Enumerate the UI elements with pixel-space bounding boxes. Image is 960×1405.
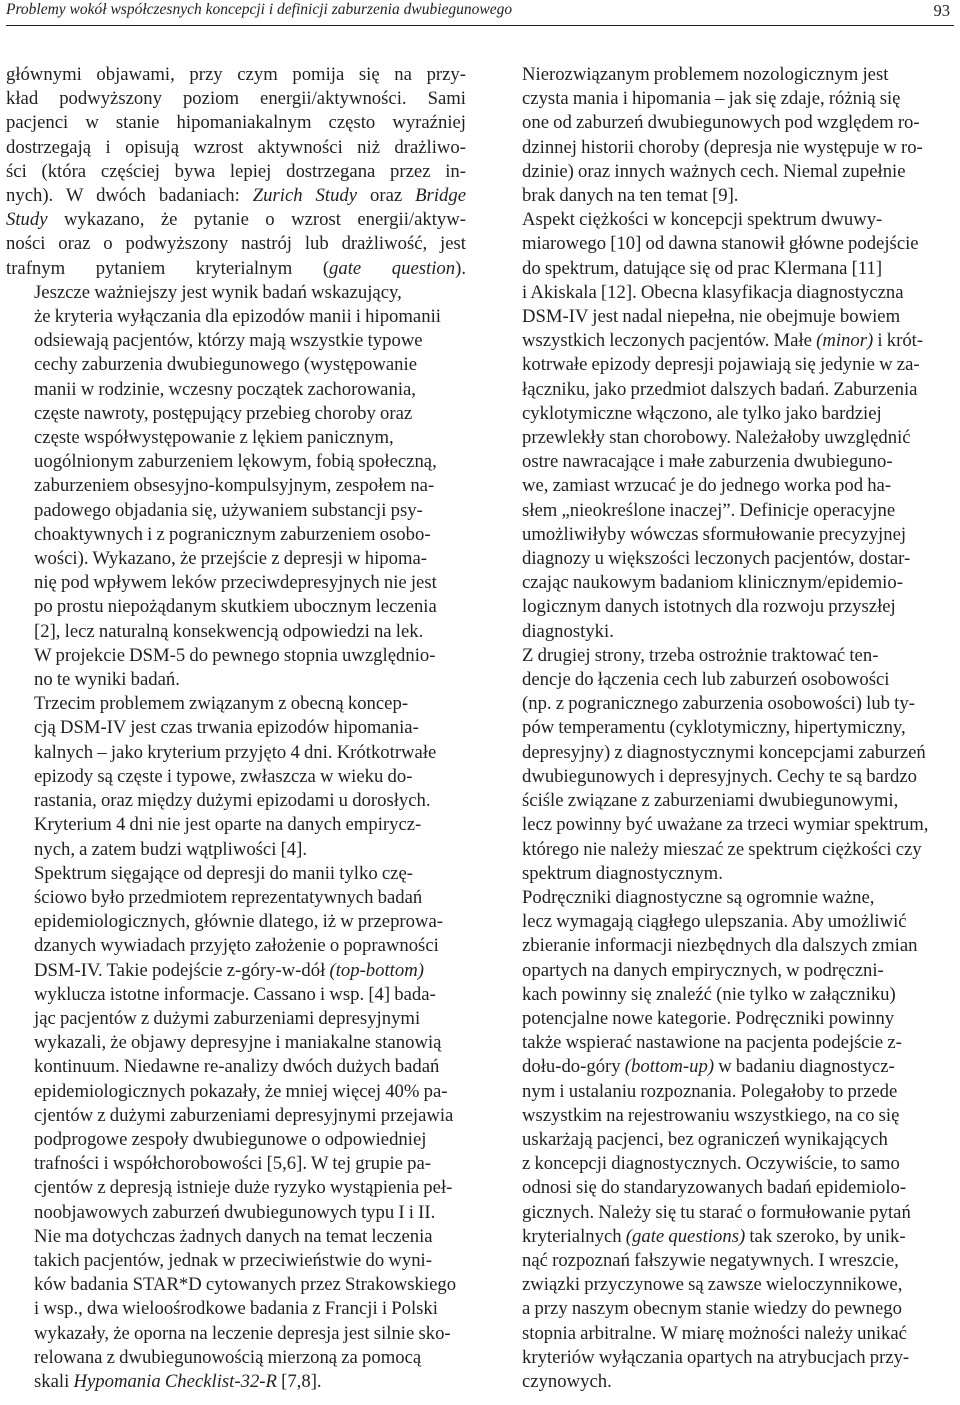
text-line: cją DSM-IV jest czas trwania epizodów hipomania- <box>34 717 419 739</box>
term: (top-bottom) <box>329 959 424 981</box>
text-run: i krót- <box>873 330 924 352</box>
text-line: uogólnionym zaburzeniem lękowym, fobią społeczną, <box>34 451 437 473</box>
text-line: ostre nawracające i małe zaburzenia dwubieguno- <box>522 451 893 473</box>
study-name: Zurich Study <box>252 185 358 207</box>
text-line: głównymi objawami, przy czym pomija się na przy- <box>6 64 466 85</box>
running-header <box>6 0 954 26</box>
text-line: depresyjny) z diagnostycznymi koncepcjami zaburzeń <box>522 741 926 763</box>
text-line: diagnostyki. <box>522 620 614 642</box>
term: (bottom-up) <box>624 1056 715 1078</box>
text-line: cyklotymiczne włączono, ale tylko jako bardziej <box>522 402 882 424</box>
text-line: Nie ma dotychczas żadnych danych na temat leczenia <box>34 1225 433 1247</box>
paragraph <box>6 862 466 1394</box>
text-line: dzinie) oraz innych ważnych cech. Niemal zupełnie <box>522 160 906 182</box>
text-line: częste nawroty, postępujący przebieg choroby oraz <box>34 402 413 424</box>
text-line: nąć rozpoznań fałszywie negatywnych. I wreszcie, <box>522 1249 899 1271</box>
text-line: dwubiegunowych i depresyjnych. Cechy te są bardzo <box>522 765 918 787</box>
text-line: rastania, oraz między dużymi epizodami u dorosłych. <box>34 790 431 812</box>
paragraph <box>494 208 954 644</box>
text-line: wości). Wykazano, że przejście z depresji w hipoma- <box>34 548 428 570</box>
text-line <box>6 959 466 983</box>
text-line: zaburzeniem obsesyjno-kompulsyjnym, zespołem na- <box>34 475 435 497</box>
text-line <box>6 257 466 281</box>
text-line: nym i ustalaniu rozpoznania. Polegałoby to przede <box>522 1080 898 1102</box>
text-line: a przy naszym obecnym stanie wiedzy do pewnego <box>522 1298 902 1320</box>
text-line: że kryteria wyłączania dla epizodów manii i hipomanii <box>34 306 441 328</box>
text-line: łączniku, jako przedmiot dalszych badań. Zaburzenia <box>522 378 918 400</box>
text-line: Z drugiej strony, trzeba ostrożnie traktować ten- <box>522 644 879 666</box>
text-line: miarowego [10] od dawna stanowił główne podejście <box>522 233 919 255</box>
text-line: także wspierać nastawione na pacjenta podejście z- <box>522 1032 902 1054</box>
study-name: Bridge <box>415 185 466 207</box>
running-header-title: Problemy wokół współczesnych koncepcji i definicji zaburzenia dwubiegunowego <box>6 1 513 18</box>
text-line: ści (która częściej bywa lepiej dostrzegana przez in- <box>6 160 466 182</box>
term: gate question <box>329 257 456 279</box>
text-line: dzanych wywiadach przyjęto założenie o poprawności <box>34 935 439 957</box>
paragraph <box>494 63 954 208</box>
text-line: lecz powinny być uważane za trzeci wymiar spektrum, <box>522 814 929 836</box>
text-line: kontinuum. Niedawne re-analizy dwóch dużych badań <box>34 1056 440 1078</box>
paragraph <box>6 281 466 692</box>
text-line: którego nie należy mieszać ze spektrum ciężkości czy <box>522 838 922 860</box>
text-line: jąc pacjentów z dużymi zaburzeniami depresyjnymi <box>34 1007 421 1029</box>
text-line: odsiewają pacjentów, którzy mają wszystkie typowe <box>34 330 423 352</box>
study-name: Study <box>6 209 48 231</box>
text-run: nych). W dwóch badaniach: <box>6 185 253 207</box>
text-line: z koncepcji diagnostycznych. Oczywiście, to samo <box>522 1153 900 1175</box>
text-line: noobjawowych zaburzeń dwubiegunowych typu I i II. <box>34 1201 436 1223</box>
text-line: no te wyniki badań. <box>34 669 180 691</box>
text-run: tak szeroko, by unik- <box>745 1225 906 1247</box>
text-line: epizody są częste i typowe, zwłaszcza w wieku do- <box>34 765 413 787</box>
text-line: ściowo było przedmiotem reprezentatywnych badań <box>34 886 423 908</box>
text-line: cechy zaburzenia dwubiegunowego (występowanie <box>34 354 417 376</box>
text-line: dzinnej historii choroby (depresja nie występuje w ro- <box>522 136 923 158</box>
text-line: kryteriów wyłączania opartych na atrybucjach przy- <box>522 1346 910 1368</box>
text-line: ków badania STAR*D cytowanych przez Strakowskiego <box>34 1274 457 1296</box>
text-line: Jeszcze ważniejszy jest wynik badań wskazujący, <box>34 281 402 303</box>
text-line: Trzecim problemem związanym z obecną koncep- <box>34 693 409 715</box>
text-line: wykazały, że oporna na leczenie depresja jest silnie sko- <box>34 1322 451 1344</box>
text-line: brak danych na ten temat [9]. <box>522 185 739 207</box>
text-line: diagnozy u większości leczonych pacjentów, dostar- <box>522 548 911 570</box>
text-line: czając naukowym badaniom klinicznym/epidemio- <box>522 572 903 594</box>
text-line: gicznych. Należy się tu starać o formułowanie pytań <box>522 1201 911 1223</box>
paragraph <box>494 644 954 886</box>
text-line: we, zamiast wrzucać je do jednego worka pod ha- <box>522 475 892 497</box>
text-run: trafnym pytaniem kryterialnym ( <box>6 257 330 279</box>
text-line: kład podwyższony poziom energii/aktywności. Sami <box>6 88 466 110</box>
text-line: zbieranie informacji niezbędnych dla dalszych zmian <box>522 935 918 957</box>
text-line: kotrwałe epizody depresji pojawiają się jedynie w za- <box>522 354 920 376</box>
scale-name: Hypomania Checklist-32-R <box>73 1370 277 1392</box>
text-line: ności oraz o podwyższony nastrój lub drażliwość, jest <box>6 233 466 255</box>
text-line: umożliwiłyby wówczas sformułowanie precyzyjnej <box>522 523 907 545</box>
paragraph <box>6 63 466 281</box>
text-line: stopnia arbitralne. W miarę możności należy unikać <box>522 1322 907 1344</box>
text-line: czysta mania i hipomania – jak się zdaje, różnią się <box>522 88 901 110</box>
text-line: i Akiskala [12]. Obecna klasyfikacja diagnostyczna <box>522 281 904 303</box>
text-line: po prostu niepożądanym skutkiem ubocznym leczenia <box>34 596 437 618</box>
text-line: relowana z dwubiegunowością mierzoną za pomocą <box>34 1346 422 1368</box>
page-number: 93 <box>933 1 950 20</box>
text-line: one od zaburzeń dwubiegunowych pod względem ro- <box>522 112 920 134</box>
text-line: podprogowe zespoły dwubiegunowe o odpowiedniej <box>34 1128 427 1150</box>
text-run: wszystkich leczonych pacjentów. Małe <box>522 330 817 352</box>
text-line: Kryterium 4 dni nie jest oparte na danych empirycz- <box>34 814 422 836</box>
text-line: epidemiologicznych pokazały, że mniej więcej 40% pa- <box>34 1080 448 1102</box>
text-line: potencjalne nowe kategorie. Podręczniki powinny <box>522 1007 895 1029</box>
right-column <box>494 63 954 1394</box>
text-line: ściśle związane z zaburzeniami dwubiegunowymi, <box>522 790 899 812</box>
header-rule <box>6 25 954 26</box>
text-line: lecz wymagają ciągłego ulepszania. Aby umożliwić <box>522 911 907 933</box>
text-line: wykazali, że objawy depresyjne i maniakalne stanowią <box>34 1032 442 1054</box>
text-run: oraz <box>357 185 416 207</box>
text-line: odnosi się do standaryzowanych badań epidemiolo- <box>522 1177 907 1199</box>
text-run: w badaniu diagnostycz- <box>714 1056 895 1078</box>
text-line: manii w rodzinie, wczesny początek zachorowania, <box>34 378 416 400</box>
text-run: wykazano, że pytanie o wzrost energii/aktyw- <box>47 209 466 231</box>
text-line: (np. z pogranicznego zaburzenia osobowości) lub ty- <box>522 693 915 715</box>
paragraph <box>6 692 466 861</box>
text-run: ). <box>455 257 466 279</box>
text-line: padowego objadania się, używaniem substancji psy- <box>34 499 423 521</box>
text-line: nych, a zatem budzi wątpliwości [4]. <box>34 838 308 860</box>
text-line: uskarżają pacjenci, bez ograniczeń wynikających <box>522 1128 888 1150</box>
text-line: Spektrum sięgające od depresji do manii tylko czę- <box>34 862 413 884</box>
text-line: nię pod wpływem leków przeciwdepresyjnych nie jest <box>34 572 437 594</box>
text-run: [7,8]. <box>276 1370 322 1392</box>
text-line: przewlekły stan chorobowy. Należałoby uwzględnić <box>522 427 911 449</box>
text-line: dostrzegają i opisują wzrost aktywności niż drażliwo- <box>6 136 466 158</box>
text-line: pacjenci w stanie hipomaniakalnym często wyraźniej <box>6 112 466 134</box>
text-line <box>6 208 466 232</box>
paragraph <box>494 886 954 1394</box>
text-line: [2], lecz naturalną konsekwencją odpowiedzi na lek. <box>34 620 424 642</box>
text-line: słem „nieokreślone inaczej”. Definicje operacyjne <box>522 499 896 521</box>
text-line: takich pacjentów, jednak w przeciwieństwie do wyni- <box>34 1249 432 1271</box>
text-line: trafności i współchorobowości [5,6]. W tej grupie pa- <box>34 1153 431 1175</box>
text-line: do spektrum, datujące się od prac Klermana [11] <box>522 257 883 279</box>
text-line: wszystkim na rejestrowaniu wszystkiego, na co się <box>522 1104 900 1126</box>
text-run: kryterialnych <box>522 1225 626 1247</box>
text-line: epidemiologicznych, głównie dlatego, iż w przeprowa- <box>34 911 443 933</box>
text-line: choaktywnych i z pogranicznym zaburzeniem osobo- <box>34 523 431 545</box>
text-line <box>494 1055 954 1079</box>
text-line: Podręczniki diagnostyczne są ogromnie ważne, <box>522 886 875 908</box>
text-line: związki przyczynowe są zawsze wieloczynnikowe, <box>522 1274 903 1296</box>
text-line: opartych na danych empirycznych, w podręczni- <box>522 959 884 981</box>
text-line: wyklucza istotne informacje. Cassano i wsp. [4] bada- <box>34 983 436 1005</box>
text-line: W projekcie DSM-5 do pewnego stopnia uwzględnio- <box>34 644 436 666</box>
text-line: DSM-IV jest nadal niepełna, nie obejmuje bowiem <box>522 306 901 328</box>
text-line: cjentów z dużymi zaburzeniami depresyjnymi przejawia <box>34 1104 454 1126</box>
text-line <box>494 329 954 353</box>
text-line: logicznym danych istotnych dla rozwoju przyszłej <box>522 596 896 618</box>
text-line: i wsp., dwa wieloośrodkowe badania z Francji i Polski <box>34 1298 438 1320</box>
text-run: DSM-IV. Takie podejście z-góry-w-dół <box>34 959 330 981</box>
text-run: dołu-do-góry <box>522 1056 625 1078</box>
text-line <box>6 184 466 208</box>
text-line: spektrum diagnostycznym. <box>522 862 723 884</box>
text-line <box>494 1225 954 1249</box>
term: (gate questions) <box>625 1225 746 1247</box>
left-column <box>6 63 466 1394</box>
text-line: częste współwystępowanie z lękiem panicznym, <box>34 427 394 449</box>
text-line: Nierozwiązanym problemem nozologicznym jest <box>522 64 889 85</box>
text-line: cjentów z depresją istnieje duże ryzyko wystąpienia peł- <box>34 1177 453 1199</box>
text-line: kalnych – jako kryterium przyjęto 4 dni. Krótkotrwałe <box>34 741 437 763</box>
text-line: pów temperamentu (cyklotymiczny, hipertymiczny, <box>522 717 906 739</box>
text-line: dencje do łączenia cech lub zaburzeń osobowości <box>522 669 890 691</box>
text-line: kach powinny się znaleźć (nie tylko w załączniku) <box>522 983 896 1005</box>
term: (minor) <box>816 330 874 352</box>
text-line: czynowych. <box>522 1370 612 1392</box>
text-line: Aspekt ciężkości w koncepcji spektrum dwuwy- <box>522 209 883 231</box>
text-run: skali <box>34 1370 74 1392</box>
text-line <box>6 1370 466 1394</box>
